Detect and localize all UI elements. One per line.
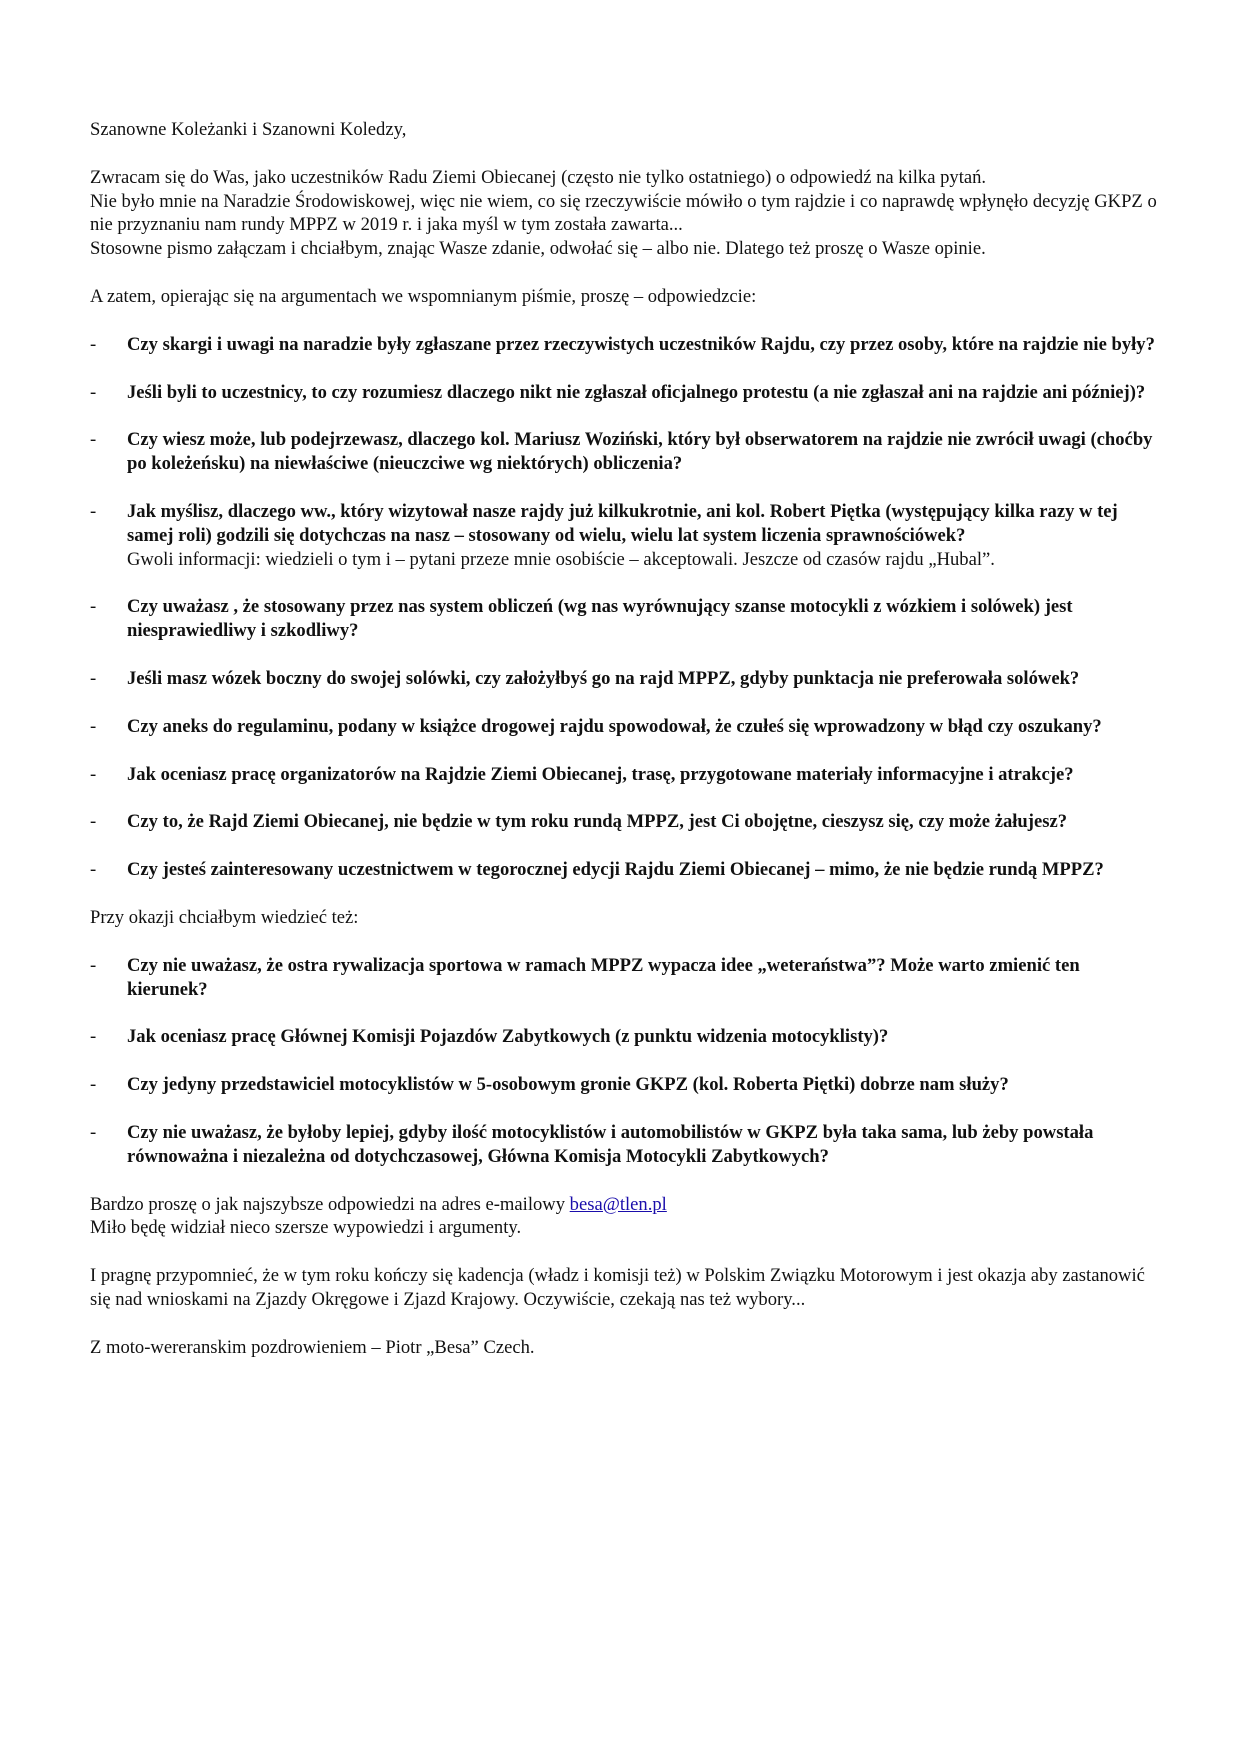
list-dash: - xyxy=(90,1121,97,1143)
extra-questions-list xyxy=(90,954,1158,1169)
question-text: Jeśli byli to uczestnicy, to czy rozumiesz dlaczego nikt nie zgłaszał oficjalnego protestu (a nie zgłaszał ani na rajdzie ani później)? xyxy=(127,381,1146,403)
greeting: Szanowne Koleżanki i Szanowni Koledzy, xyxy=(90,119,407,140)
reply-line-2: Miło będę widział nieco szersze wypowiedzi i argumenty. xyxy=(90,1217,522,1239)
question-text: Jeśli masz wózek boczny do swojej solówki, czy założyłbyś go na rajd MPPZ, gdyby punktacja nie preferowała solówek? xyxy=(127,667,1080,689)
intro-paragraph xyxy=(90,166,1158,261)
question-item xyxy=(90,954,1158,1002)
list-dash: - xyxy=(90,811,97,833)
question-text: Czy wiesz może, lub podejrzewasz, dlaczego kol. Mariusz Woziński, który był obserwatorem na rajdzie nie zwrócił uwagi (choćby po koleżeńsku) na niewłaściwe (nieuczciwe wg niektórych) obliczenia? xyxy=(127,429,1153,475)
question-text: Czy jedyny przedstawiciel motocyklistów w 5-osobowym gronie GKPZ (kol. Roberta Piętki) dobrze nam służy? xyxy=(127,1074,1009,1096)
list-dash: - xyxy=(90,859,97,881)
list-dash: - xyxy=(90,500,97,522)
question-item xyxy=(90,667,1158,691)
list-dash: - xyxy=(90,429,97,451)
reminder-paragraph: I pragnę przypomnieć, że w tym roku kończy się kadencja (władz i komisji też) w Polskim Związku Motorowym i jest okazja aby zastanowić się nad wnioskami na Zjazdy Okręgowe i Zjazd Krajowy. Oczywiście, czekają nas też wybory... xyxy=(90,1265,1145,1310)
question-text: Jak oceniasz pracę Głównej Komisji Pojazdów Zabytkowych (z punktu widzenia motocyklisty)? xyxy=(127,1026,889,1048)
question-note: Gwoli informacji: wiedzieli o tym i – pytani przeze mnie osobiście – akceptowali. Jeszcze od czasów rajdu „Hubal”. xyxy=(127,548,995,570)
question-text: Czy nie uważasz, że ostra rywalizacja sportowa w ramach MPPZ wypacza idee „weteraństwa”? Może warto zmienić ten kierunek? xyxy=(127,954,1080,1000)
question-item xyxy=(90,858,1158,882)
question-text: Czy aneks do regulaminu, podany w książce drogowej rajdu spowodował, że czułeś się wprowadzony w błąd czy oszukany? xyxy=(127,715,1102,737)
list-dash: - xyxy=(90,954,97,976)
question-item xyxy=(90,381,1158,405)
list-dash: - xyxy=(90,596,97,618)
question-text: Jak myślisz, dlaczego ww., który wizytował nasze rajdy już kilkukrotnie, ani kol. Robert Piętka (występujący kilka razy w tej samej roli) godzili się dotychczas na nasz – stosowany od wielu, wielu lat system liczenia sprawnościówek? xyxy=(127,500,1118,546)
question-item xyxy=(90,763,1158,787)
question-item xyxy=(90,1025,1158,1049)
question-item xyxy=(90,500,1158,571)
list-dash: - xyxy=(90,1074,97,1096)
lead-in: A zatem, opierając się na argumentach we wspomnianym piśmie, proszę – odpowiedzcie: xyxy=(90,285,757,307)
question-text: Czy uważasz , że stosowany przez nas system obliczeń (wg nas wyrównujący szanse motocykli z wózkiem i solówek) jest niesprawiedliwy i szkodliwy? xyxy=(127,596,1073,642)
intro-line-1: Zwracam się do Was, jako uczestników Radu Ziemi Obiecanej (często nie tylko ostatniego) o odpowiedź na kilka pytań. xyxy=(90,166,987,188)
intro-line-3: Stosowne pismo załączam i chciałbym, znając Wasze zdanie, odwołać się – albo nie. Dlatego też proszę o Wasze opinie. xyxy=(90,238,986,260)
question-item xyxy=(90,810,1158,834)
question-item xyxy=(90,428,1158,476)
reply-paragraph xyxy=(90,1193,1158,1241)
list-dash: - xyxy=(90,1026,97,1048)
list-dash: - xyxy=(90,381,97,403)
email-link[interactable]: besa@tlen.pl xyxy=(569,1193,667,1215)
signoff: Z moto-wereranskim pozdrowieniem – Piotr „Besa” Czech. xyxy=(90,1336,535,1358)
question-item xyxy=(90,1121,1158,1169)
question-text: Czy to, że Rajd Ziemi Obiecanej, nie będzie w tym roku rundą MPPZ, jest Ci obojętne, cieszysz się, czy może żałujesz? xyxy=(127,811,1067,833)
question-text: Czy nie uważasz, że byłoby lepiej, gdyby ilość motocyklistów i automobilistów w GKPZ była taka sama, lub żeby powstała równoważna i niezależna od dotychczasowej, Główna Komisja Motocykli Zabytkowych? xyxy=(127,1121,1094,1167)
reply-line-1 xyxy=(90,1193,1158,1217)
question-text: Czy skargi i uwagi na naradzie były zgłaszane przez rzeczywistych uczestników Rajdu, czy przez osoby, które na rajdzie nie były? xyxy=(127,333,1155,355)
questions-list xyxy=(90,333,1158,882)
extra-intro: Przy okazji chciałbym wiedzieć też: xyxy=(90,906,359,928)
question-text: Jak oceniasz pracę organizatorów na Rajdzie Ziemi Obiecanej, trasę, przygotowane materiały informacyjne i atrakcje? xyxy=(127,763,1074,785)
intro-line-2: Nie było mnie na Naradzie Środowiskowej, więc nie wiem, co się rzeczywiście mówiło o tym rajdzie i co naprawdę wpłynęło decyzję GKPZ o nie przyznaniu nam rundy MPPZ w 2019 r. i jaka myśl w tym została zawarta... xyxy=(90,190,1157,236)
question-item xyxy=(90,715,1158,739)
reply-request: Bardzo proszę o jak najszybsze odpowiedzi na adres e-mailowy xyxy=(90,1193,566,1215)
list-dash: - xyxy=(90,763,97,785)
question-item xyxy=(90,1073,1158,1097)
list-dash: - xyxy=(90,667,97,689)
question-item xyxy=(90,333,1158,357)
list-dash: - xyxy=(90,333,97,355)
question-item xyxy=(90,595,1158,643)
list-dash: - xyxy=(90,715,97,737)
question-text: Czy jesteś zainteresowany uczestnictwem w tegorocznej edycji Rajdu Ziemi Obiecanej – mimo, że nie będzie rundą MPPZ? xyxy=(127,859,1104,881)
letter xyxy=(90,118,1158,1360)
